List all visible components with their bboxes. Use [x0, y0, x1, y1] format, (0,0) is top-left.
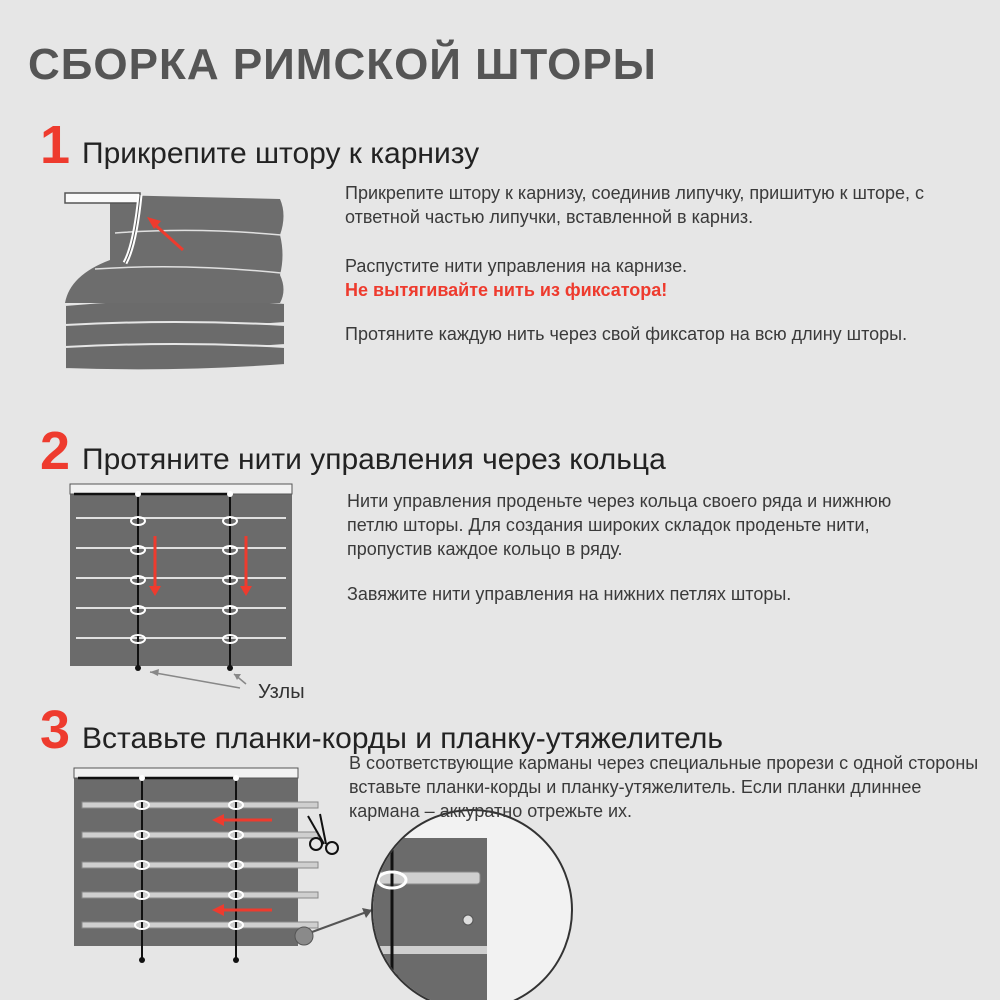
step-1-paragraph-2: Распустите нити управления на карнизе. — [345, 256, 688, 276]
step-3-paragraph-1: В соответствующие карманы через специальные прорези с одной стороны вставьте планки-корды и планку-утяжелитель. Если планки длиннее кармана – аккуратно отрежьте их. — [349, 753, 979, 821]
knots-label: Узлы — [258, 681, 305, 703]
step-1-number: 1 — [40, 115, 71, 175]
step-1-header — [40, 115, 480, 175]
step-2-paragraph-2: Завяжите нити управления на нижних петлях шторы. — [347, 584, 792, 604]
step-3-title: Вставьте планки-корды и планку-утяжелитель — [82, 722, 723, 755]
step-2-illustration — [68, 484, 298, 674]
step-1-illustration — [55, 185, 295, 385]
step-2-paragraph-1: Нити управления проденьте через кольца своего ряда и нижнюю петлю шторы. Для создания широких складок проденьте нити, пропустив каждое кольцо в ряду. — [347, 491, 892, 559]
step-1-paragraph-1: Прикрепите штору к карнизу, соединив липучку, пришитую к шторе, с ответной частью липучки, вставленной в карниз. — [345, 183, 925, 227]
step-3-header — [40, 700, 723, 760]
step-3-number: 3 — [40, 700, 71, 760]
page-title: СБОРКА РИМСКОЙ ШТОРЫ — [28, 40, 657, 89]
step-2-header — [40, 421, 666, 481]
step-1-paragraph-3: Протяните каждую нить через свой фиксатор на всю длину шторы. — [345, 324, 908, 344]
step-2-number: 2 — [40, 421, 71, 481]
step-1-title: Прикрепите штору к карнизу — [82, 137, 480, 170]
step-1-warning: Не вытягивайте нить из фиксатора! — [345, 280, 668, 300]
step-2-title: Протяните нити управления через кольца — [82, 443, 666, 476]
